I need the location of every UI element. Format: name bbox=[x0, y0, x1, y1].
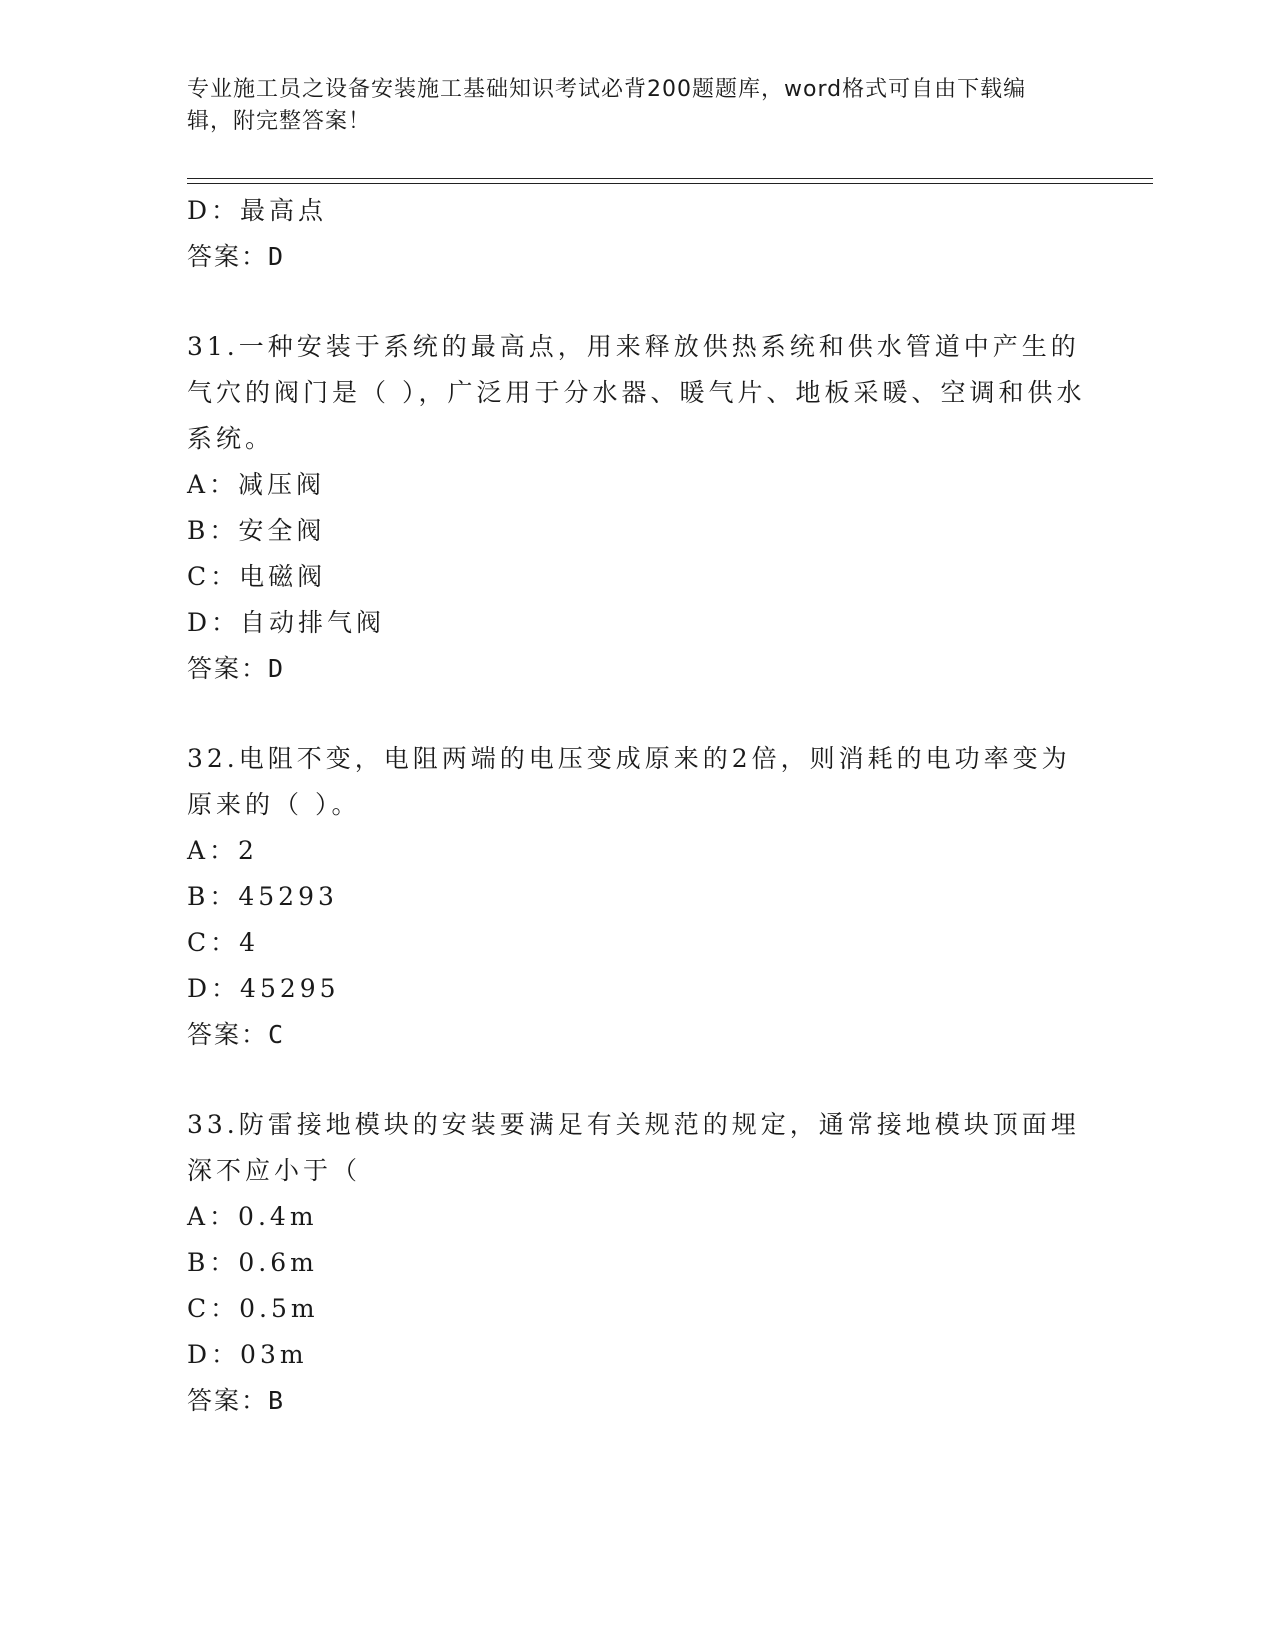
option-a: A：减压阀 bbox=[187, 470, 326, 499]
option-b: B：45293 bbox=[187, 882, 338, 911]
answer-value: D bbox=[268, 242, 286, 271]
question-33 bbox=[187, 1102, 1087, 1424]
option-d: D：03m bbox=[187, 1340, 308, 1369]
option-d: D：45295 bbox=[187, 974, 340, 1003]
option-c: C：0.5m bbox=[187, 1294, 319, 1323]
option-a: A：0.4m bbox=[187, 1202, 318, 1231]
answer bbox=[187, 1378, 1087, 1424]
header-rule-top bbox=[187, 178, 1153, 179]
header-rule-bottom bbox=[187, 183, 1153, 184]
question-31 bbox=[187, 324, 1087, 692]
question-text: 31.一种安装于系统的最高点，用来释放供热系统和供水管道中产生的气穴的阀门是（ ），广泛用于分水器、暖气片、地板采暖、空调和供水系统。 bbox=[187, 332, 1086, 453]
answer-label: 答案： bbox=[187, 654, 269, 683]
answer bbox=[187, 646, 1087, 692]
option-b: B：0.6m bbox=[187, 1248, 318, 1277]
option-c: C：4 bbox=[187, 928, 260, 957]
option-c: C：电磁阀 bbox=[187, 562, 327, 591]
option-b: B：安全阀 bbox=[187, 516, 326, 545]
answer-value: C bbox=[268, 1020, 286, 1049]
answer-value: D bbox=[268, 654, 286, 683]
question-text: 33.防雷接地模块的安装要满足有关规范的规定，通常接地模块顶面埋深不应小于（ bbox=[187, 1110, 1080, 1185]
answer bbox=[187, 1012, 1087, 1058]
option-d: D：自动排气阀 bbox=[187, 608, 386, 637]
prev-option-d: D：最高点 bbox=[187, 196, 328, 225]
answer-value: B bbox=[268, 1386, 286, 1415]
answer-label: 答案： bbox=[187, 1020, 269, 1049]
question-32 bbox=[187, 736, 1087, 1058]
prev-answer bbox=[187, 234, 1087, 280]
answer-label: 答案： bbox=[187, 1386, 269, 1415]
question-text: 32.电阻不变，电阻两端的电压变成原来的2倍，则消耗的电功率变为原来的（ ）。 bbox=[187, 744, 1071, 819]
answer-label: 答案： bbox=[187, 242, 269, 271]
document-header: 专业施工员之设备安装施工基础知识考试必背200题题库，word格式可自由下载编辑，附完整答案！ bbox=[187, 77, 1027, 134]
option-a: A：2 bbox=[187, 836, 258, 865]
question-content bbox=[187, 188, 1087, 1424]
